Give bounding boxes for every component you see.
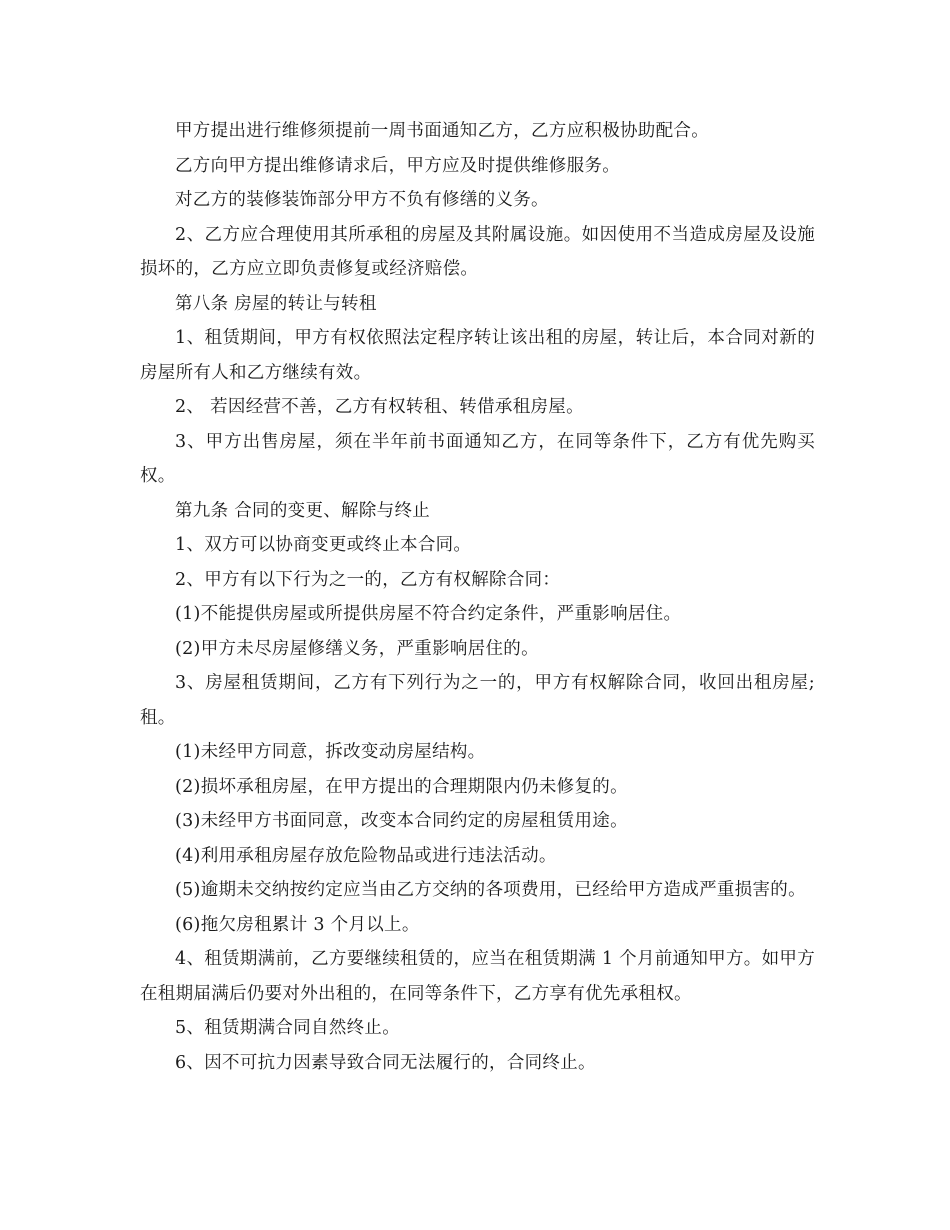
paragraph: 3、甲方出售房屋，须在半年前书面通知乙方，在同等条件下，乙方有优先购买权。 bbox=[140, 431, 815, 486]
list-item: (3)未经甲方书面同意，改变本合同约定的房屋租赁用途。 bbox=[175, 811, 628, 831]
list-item: (5)逾期未交纳按约定应当由乙方交纳的各项费用，已经给甲方造成严重损害的。 bbox=[175, 880, 806, 900]
list-item: (1)不能提供房屋或所提供房屋不符合约定条件，严重影响居住。 bbox=[175, 604, 682, 624]
paragraph: 乙方向甲方提出维修请求后，甲方应及时提供维修服务。 bbox=[175, 155, 620, 176]
paragraph: 3、房屋租赁期间，乙方有下列行为之一的，甲方有权解除合同，收回出租房屋;租。 bbox=[140, 673, 815, 728]
paragraph: 1、双方可以协商变更或终止本合同。 bbox=[175, 535, 472, 555]
list-item: (2)甲方未尽房屋修缮义务，严重影响居住的。 bbox=[175, 638, 539, 659]
list-item: (4)利用承租房屋存放危险物品或进行违法活动。 bbox=[175, 845, 557, 866]
paragraph: 甲方提出进行维修须提前一周书面通知乙方，乙方应积极协助配合。 bbox=[175, 121, 709, 141]
list-item: (1)未经甲方同意，拆改变动房屋结构。 bbox=[175, 742, 486, 762]
paragraph: 2、乙方应合理使用其所承租的房屋及其附属设施。如因使用不当造成房屋及设施损坏的，乙方应立即负责修复或经济赔偿。 bbox=[140, 224, 815, 279]
paragraph: 4、租赁期满前，乙方要继续租赁的，应当在租赁期满 1 个月前通知甲方。如甲方在租期届满后仍要对外出租的，在同等条件下，乙方享有优先承租权。 bbox=[140, 949, 815, 1004]
section-heading: 第八条 房屋的转让与转租 bbox=[175, 293, 377, 314]
paragraph: 2、甲方有以下行为之一的，乙方有权解除合同： bbox=[175, 569, 561, 590]
list-item: (6)拖欠房租累计 3 个月以上。 bbox=[175, 914, 420, 935]
document-body bbox=[140, 114, 815, 1080]
section-heading: 第九条 合同的变更、解除与终止 bbox=[175, 500, 431, 521]
list-item: (2)损坏承租房屋，在甲方提出的合理期限内仍未修复的。 bbox=[175, 776, 628, 797]
paragraph: 对乙方的装修装饰部分甲方不负有修缮的义务。 bbox=[175, 190, 549, 210]
paragraph: 2、 若因经营不善，乙方有权转租、转借承租房屋。 bbox=[175, 397, 584, 417]
paragraph: 6、因不可抗力因素导致合同无法履行的，合同终止。 bbox=[175, 1052, 596, 1073]
paragraph: 5、租赁期满合同自然终止。 bbox=[175, 1018, 401, 1038]
paragraph: 1、租赁期间，甲方有权依照法定程序转让该出租的房屋，转让后，本合同对新的房屋所有人和乙方继续有效。 bbox=[140, 328, 815, 383]
